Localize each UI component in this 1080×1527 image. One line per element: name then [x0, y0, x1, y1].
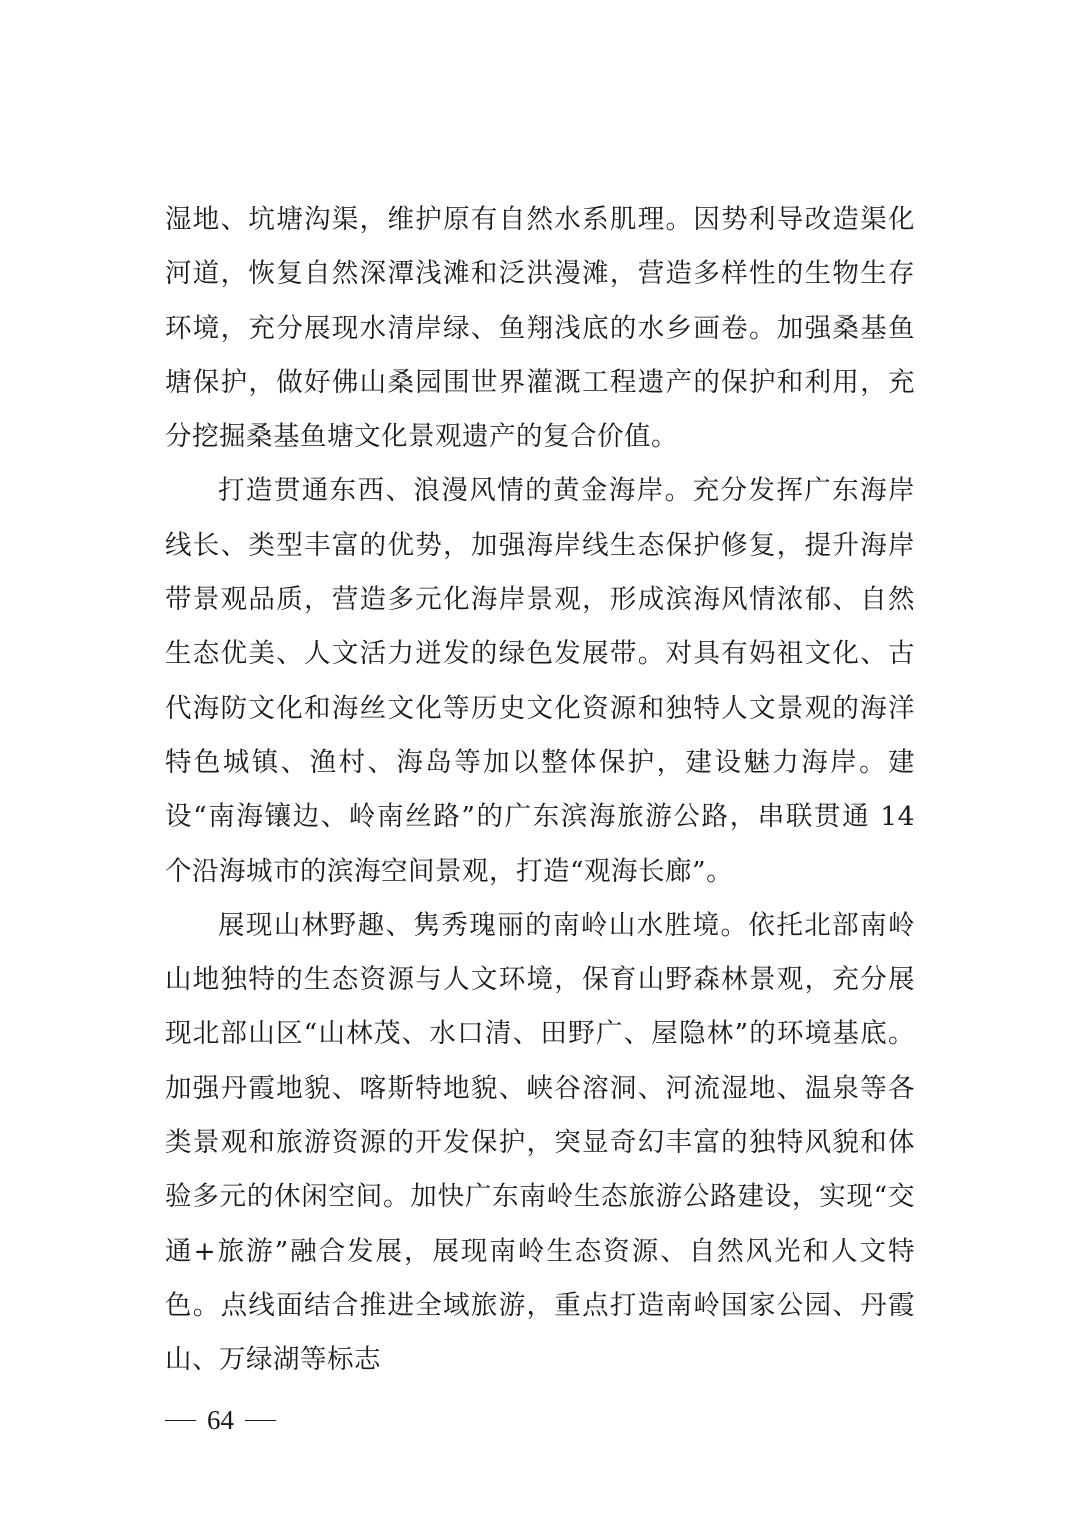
- page-number: 64: [207, 1404, 234, 1435]
- body-text: [165, 193, 915, 1388]
- paragraph-golden-coast: 打造贯通东西、浪漫风情的黄金海岸。充分发挥广东海岸线长、类型丰富的优势，加强海岸线生态保护修复，提升海岸带景观品质，营造多元化海岸景观，形成滨海风情浓郁、自然生态优美、人文活力迸发的绿色发展带。对具有妈祖文化、古代海防文化和海丝文化等历史文化资源和独特人文景观的海洋特色城镇、渔村、海岛等加以整体保护，建设魅力海岸。建设“南海镶边、岭南丝路”的广东滨海旅游公路，串联贯通 14 个沿海城市的滨海空间景观，打造“观海长廊”。: [165, 475, 915, 887]
- paragraph-nanling-mountains: 展现山林野趣、隽秀瑰丽的南岭山水胜境。依托北部南岭山地独特的生态资源与人文环境，保育山野森林景观，充分展现北部山区“山林茂、水口清、田野广、屋隐林”的环境基底。加强丹霞地貌、喀斯特地貌、峡谷溶洞、河流湿地、温泉等各类景观和旅游资源的开发保护，突显奇幻丰富的独特风貌和体验多元的休闲空间。加快广东南岭生态旅游公路建设，实现“交通+旅游”融合发展，展现南岭生态资源、自然风光和人文特色。点线面结合推进全域旅游，重点打造南岭国家公园、丹霞山、万绿湖等标志: [165, 909, 915, 1376]
- paragraph-wetland-protection: 湿地、坑塘沟渠，维护原有自然水系肌理。因势利导改造渠化河道，恢复自然深潭浅滩和泛洪漫滩，营造多样性的生物生存环境，充分展现水清岸绿、鱼翔浅底的水乡画卷。加强桑基鱼塘保护，做好佛山桑园围世界灌溉工程遗产的保护和利用，充分挖掘桑基鱼塘文化景观遗产的复合价值。: [165, 204, 915, 453]
- footer-left-dash: [165, 1420, 196, 1421]
- footer-right-dash: [245, 1420, 276, 1421]
- page-footer: [165, 1400, 276, 1440]
